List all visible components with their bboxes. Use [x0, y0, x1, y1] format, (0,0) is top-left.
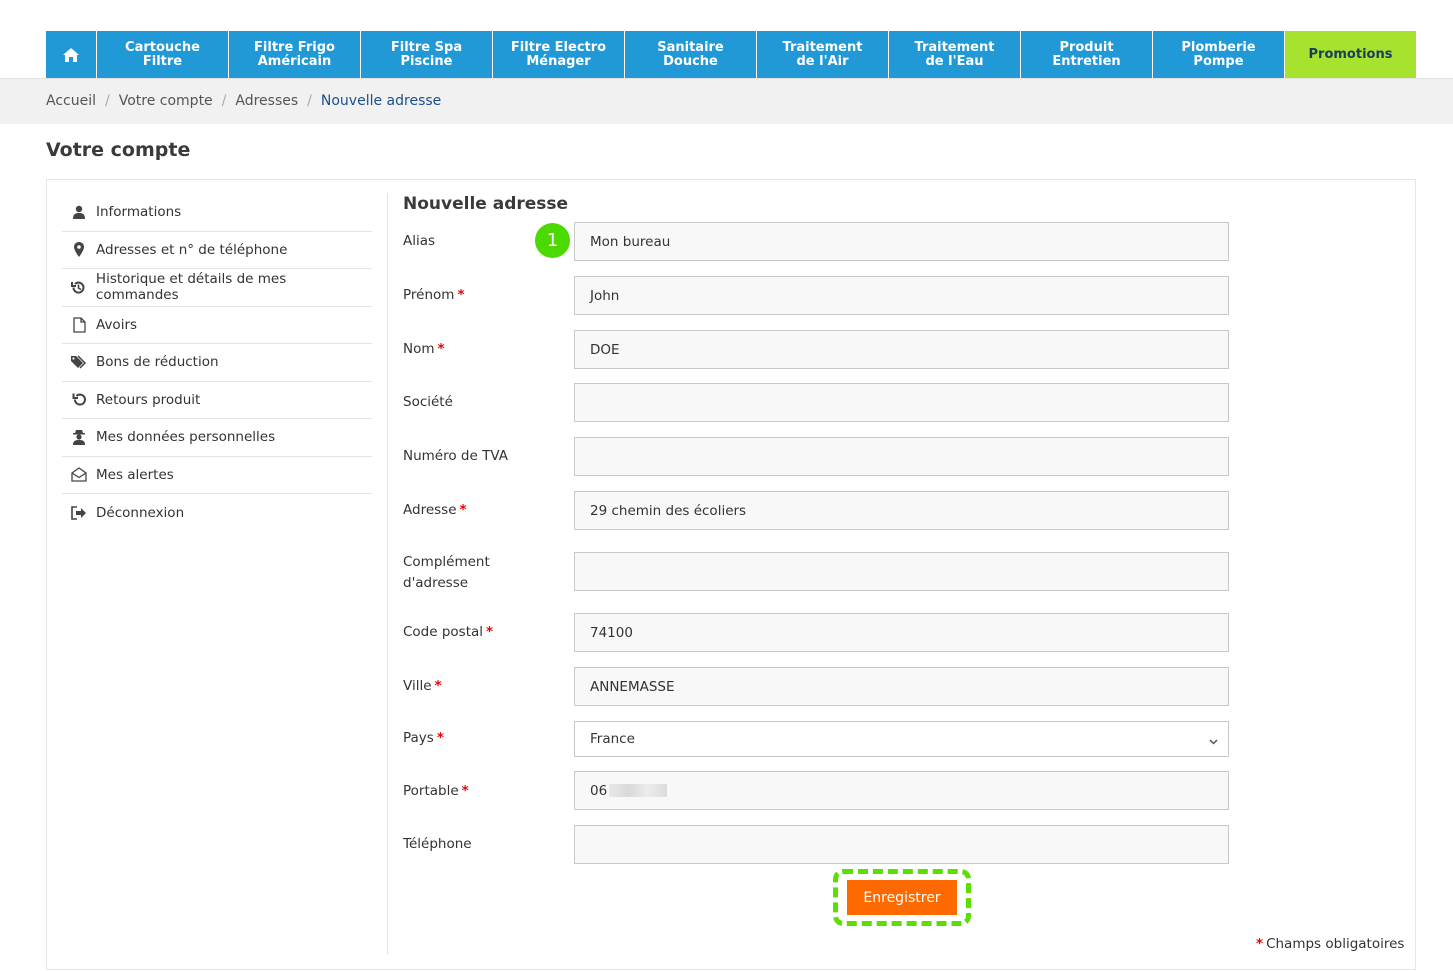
sidebar-item-label: Mes alertes — [96, 466, 174, 483]
nav-item-line1: Sanitaire — [657, 40, 724, 55]
sidebar-item-bons-reduction[interactable] — [62, 344, 372, 382]
nom-input[interactable]: DOE — [574, 330, 1229, 369]
telephone-label — [403, 834, 472, 855]
code-postal-label-text: Code postal — [403, 624, 484, 640]
nav-item-line2: Entretien — [1052, 54, 1121, 69]
pays-label — [403, 728, 444, 749]
breadcrumb-separator: / — [221, 93, 227, 109]
pays-label-text: Pays — [403, 730, 434, 746]
tva-label-text: Numéro de TVA — [403, 448, 508, 464]
nav-item-line2: de l'Air — [796, 54, 849, 69]
portable-input-value: 06 — [590, 782, 608, 799]
nom-label — [403, 339, 445, 360]
required-mark: * — [1256, 936, 1264, 952]
sidebar-item-label: Historique et détails de mes commandes — [95, 271, 287, 304]
sidebar-item-alertes[interactable] — [62, 457, 372, 495]
nav-item-cartouche-filtre[interactable] — [97, 31, 229, 79]
telephone-label-text: Téléphone — [403, 836, 472, 852]
portable-input[interactable] — [574, 771, 1229, 810]
breadcrumb-link-accueil[interactable]: Accueil — [46, 93, 96, 109]
breadcrumb-current: Nouvelle adresse — [320, 93, 442, 109]
complement-label — [403, 552, 490, 594]
nav-item-filtre-electro[interactable] — [493, 31, 625, 79]
prenom-label — [403, 285, 465, 306]
ville-input[interactable]: ANNEMASSE — [574, 667, 1229, 706]
required-fields-note — [1256, 936, 1404, 952]
nav-item-line1: Traitement — [914, 40, 995, 55]
nav-item-line1: Filtre Electro — [510, 40, 607, 55]
nav-item-line1: Traitement — [782, 40, 863, 55]
telephone-input[interactable] — [574, 825, 1229, 864]
nav-item-traitement-air[interactable] — [757, 31, 889, 79]
societe-input[interactable] — [574, 383, 1229, 422]
sidebar-item-label: Retours produit — [96, 391, 201, 408]
complement-label-line1: Complément — [403, 554, 490, 570]
nav-item-line2: Piscine — [400, 54, 453, 69]
map-marker-icon — [70, 242, 88, 258]
societe-label — [403, 392, 453, 413]
breadcrumb-separator: / — [105, 93, 110, 109]
portable-label — [403, 781, 469, 802]
required-mark: * — [434, 678, 442, 694]
user-icon — [70, 204, 88, 220]
breadcrumb — [46, 93, 441, 109]
required-mark: * — [436, 730, 444, 746]
user-secret-icon — [70, 429, 88, 445]
nav-item-produit-entretien[interactable] — [1021, 31, 1153, 79]
page-title: Votre compte — [46, 139, 191, 161]
ville-label — [403, 676, 442, 697]
nav-item-traitement-eau[interactable] — [889, 31, 1021, 79]
envelope-open-icon — [70, 467, 88, 483]
sign-out-icon — [70, 505, 88, 521]
sidebar-item-deconnexion[interactable] — [62, 494, 372, 532]
undo-icon — [70, 392, 88, 408]
required-mark: * — [457, 287, 465, 303]
adresse-label — [403, 500, 467, 521]
required-mark: * — [486, 624, 494, 640]
tags-icon — [70, 354, 88, 370]
prenom-input[interactable]: John — [574, 276, 1229, 315]
nav-item-line2: Filtre — [142, 54, 183, 69]
nom-label-text: Nom — [403, 341, 435, 357]
prenom-label-text: Prénom — [403, 287, 455, 303]
sidebar-item-label: Avoirs — [96, 316, 138, 333]
sidebar-item-label: Informations — [96, 204, 182, 221]
nav-item-line2: Ménager — [526, 54, 591, 69]
nav-item-sanitaire[interactable] — [625, 31, 757, 79]
ville-label-text: Ville — [403, 678, 432, 694]
sidebar-divider — [387, 193, 388, 955]
sidebar-item-adresses[interactable] — [62, 232, 372, 270]
home-icon — [62, 47, 80, 63]
sidebar-item-label: Déconnexion — [96, 504, 185, 521]
alias-input[interactable]: Mon bureau — [574, 222, 1229, 261]
nav-item-promotions[interactable]: Promotions — [1285, 31, 1416, 79]
societe-label-text: Société — [403, 394, 453, 410]
adresse-input[interactable]: 29 chemin des écoliers — [574, 491, 1229, 530]
nav-item-line1: Filtre Frigo — [254, 40, 335, 55]
nav-item-line2: Douche — [663, 54, 718, 69]
code-postal-input[interactable]: 74100 — [574, 613, 1229, 652]
chevron-down-icon — [1209, 734, 1218, 748]
sidebar-item-retours[interactable] — [62, 382, 372, 420]
save-button[interactable]: Enregistrer — [847, 880, 957, 915]
required-mark: * — [459, 502, 467, 518]
required-mark: * — [461, 783, 469, 799]
breadcrumb-separator: / — [307, 93, 312, 109]
required-note-text: Champs obligatoires — [1266, 936, 1405, 952]
nav-item-line1: Plomberie — [1181, 40, 1256, 55]
sidebar-item-label: Adresses et n° de téléphone — [96, 241, 288, 258]
sidebar-item-donnees-personnelles[interactable] — [62, 419, 372, 457]
nav-home-button[interactable] — [46, 31, 97, 79]
sidebar-item-avoirs[interactable] — [62, 307, 372, 345]
complement-input[interactable] — [574, 552, 1229, 591]
sidebar-item-label: Bons de réduction — [96, 354, 219, 371]
sidebar-item-historique[interactable] — [62, 269, 372, 307]
nav-item-line1: Filtre Spa — [390, 40, 463, 55]
sidebar-item-informations[interactable] — [62, 194, 372, 232]
code-postal-label — [403, 622, 493, 643]
adresse-label-text: Adresse — [403, 502, 457, 518]
account-sidebar — [62, 194, 372, 532]
nav-item-filtre-spa[interactable] — [361, 31, 493, 79]
alias-label — [403, 231, 435, 252]
required-mark: * — [437, 341, 445, 357]
step-marker: 1 — [535, 223, 570, 258]
tva-input[interactable] — [574, 437, 1229, 476]
redacted-number — [609, 784, 667, 797]
file-icon — [70, 317, 88, 333]
form-title: Nouvelle adresse — [403, 194, 569, 214]
nav-item-line2: de l'Eau — [925, 54, 984, 69]
nav-item-plomberie[interactable] — [1153, 31, 1285, 79]
complement-label-line2: d'adresse — [403, 575, 469, 591]
nav-item-line2: Pompe — [1193, 54, 1244, 69]
breadcrumb-link-votre-compte[interactable]: Votre compte — [118, 93, 213, 109]
breadcrumb-link-adresses[interactable]: Adresses — [235, 93, 299, 109]
history-icon — [70, 279, 88, 295]
tva-label — [403, 446, 508, 467]
pays-select[interactable] — [574, 721, 1229, 757]
portable-label-text: Portable — [403, 783, 459, 799]
main-nav — [46, 31, 1416, 79]
pays-select-value: France — [590, 731, 635, 747]
sidebar-item-label: Mes données personnelles — [96, 429, 276, 446]
alias-label-text: Alias — [403, 233, 436, 249]
save-button-highlight — [833, 869, 971, 926]
nav-item-line1: Cartouche — [125, 40, 200, 55]
nav-item-line1: Produit — [1059, 40, 1114, 55]
nav-item-filtre-frigo[interactable] — [229, 31, 361, 79]
nav-item-line2: Américain — [257, 54, 332, 69]
